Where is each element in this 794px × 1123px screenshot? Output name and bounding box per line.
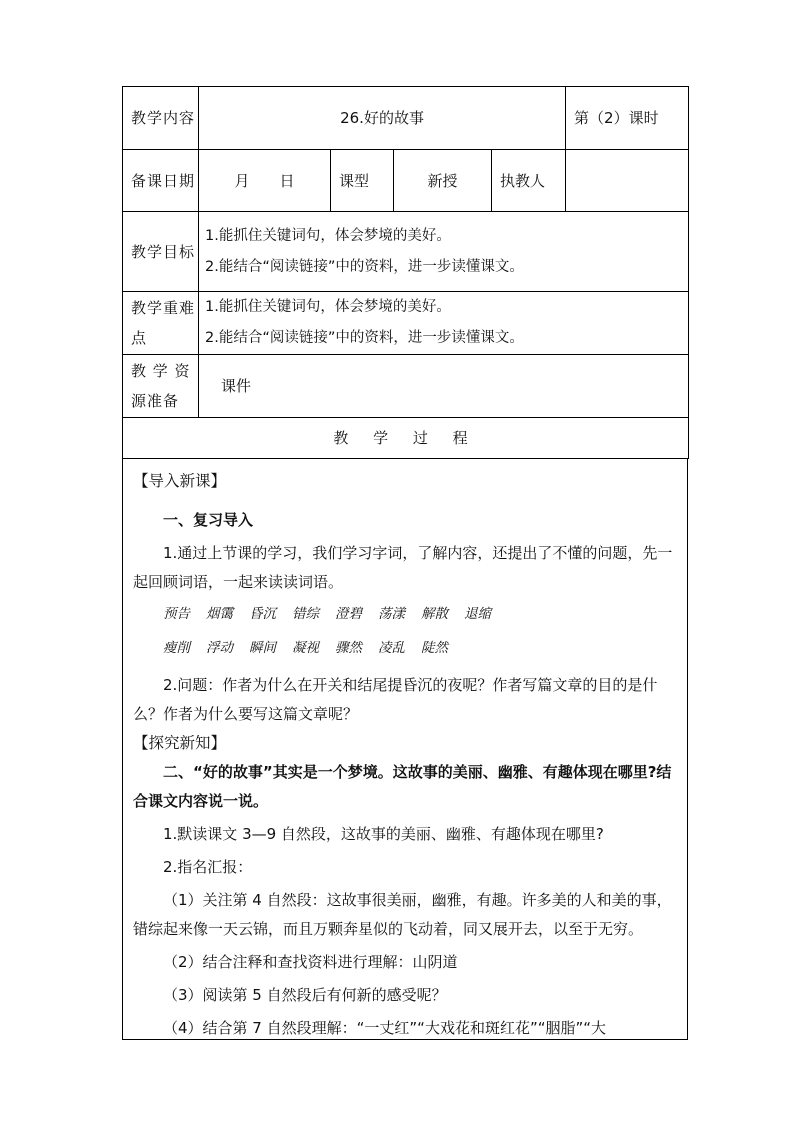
vocab-word: 预告: [163, 606, 190, 622]
vocab-word: 解散: [421, 606, 448, 622]
type-value: 新授: [394, 150, 492, 212]
section-heading: 【探究新知】: [133, 734, 227, 752]
vocab-word: 凌乱: [378, 640, 405, 656]
date-label: 备课日期: [123, 150, 199, 212]
vocab-word: 烟霭: [206, 606, 233, 622]
type-label: 课型: [331, 150, 394, 212]
paragraph: （4）结合第 7 自然段理解：“一丈红”“大戏花和斑红花”“胭脂”“大: [163, 1019, 607, 1037]
teacher-label: 执教人: [492, 150, 566, 212]
vocab-word: 昏沉: [249, 606, 276, 622]
process-body: [122, 459, 688, 1040]
paragraph: （1）关注第 4 自然段：这故事很美丽，幽雅，有趣。许多美的人和美的事，错综起来像一天云锦，而且万颗奔星似的飞动着，同又展开去，以至于无穷。: [133, 891, 672, 938]
vocab-row: [133, 597, 681, 631]
content-label: 教学内容: [123, 87, 199, 150]
vocab-word: 荡漾: [378, 606, 405, 622]
goal-line: 1.能抓住关键词句，体会梦境的美好。: [205, 227, 451, 244]
month-day-cell: 月 日: [199, 150, 331, 212]
vocab-word: 瘦削: [163, 640, 190, 656]
paragraph: 2.指名汇报：: [163, 858, 253, 876]
process-heading: 教 学 过 程: [123, 418, 689, 459]
goals-cell: [199, 212, 689, 292]
vocab-word: 骤然: [335, 640, 362, 656]
resource-value: 课件: [199, 355, 689, 418]
key-points-label: 教学重难点: [123, 292, 199, 355]
paragraph: （2）结合注释和查找资料进行理解：山阴道: [163, 953, 458, 971]
vocab-word: 陡然: [421, 640, 448, 656]
goal-line: 2.能结合“阅读链接”中的资料，进一步读懂课文。: [205, 258, 524, 275]
vocab-word: 浮动: [206, 640, 233, 656]
vocab-word: 凝视: [292, 640, 319, 656]
vocab-word: 错综: [292, 606, 319, 622]
paragraph: 1.默读课文 3—9 自然段，这故事的美丽、幽雅、有趣体现在哪里?: [163, 825, 604, 843]
vocab-word: 澄碧: [335, 606, 362, 622]
vocab-word: 退缩: [464, 606, 491, 622]
key-points-cell: [199, 292, 689, 355]
body-text: [133, 467, 681, 1043]
vocab-row: [133, 631, 681, 665]
sub-heading: 一、复习导入: [163, 511, 254, 529]
key-point-line: 2.能结合“阅读链接”中的资料，进一步读懂课文。: [205, 330, 524, 346]
section-heading: 【导入新课】: [133, 472, 227, 490]
resource-label: 教 学 资源准备: [123, 355, 199, 418]
sub-heading: 二、“好的故事”其实是一个梦境。这故事的美丽、幽雅、有趣体现在哪里?结合课文内容说一说。: [133, 763, 672, 810]
lesson-title: 26.好的故事: [199, 87, 566, 150]
teacher-value: [566, 150, 689, 212]
goals-label: 教学目标: [123, 212, 199, 292]
lesson-header-table: [122, 86, 689, 459]
paragraph: 1.通过上节课的学习，我们学习字词，了解内容，还提出了不懂的问题，先一起回顾词语，一起来读读词语。: [133, 544, 673, 591]
period-cell: 第（2）课时: [566, 87, 689, 150]
paragraph: 2.问题：作者为什么在开关和结尾提昏沉的夜呢？作者写篇文章的目的是什么？作者为什么要写这篇文章呢？: [133, 676, 658, 723]
paragraph: （3）阅读第 5 自然段后有何新的感受呢？: [163, 986, 447, 1004]
vocab-word: 瞬间: [249, 640, 276, 656]
key-point-line: 1.能抓住关键词句，体会梦境的美好。: [205, 299, 451, 315]
